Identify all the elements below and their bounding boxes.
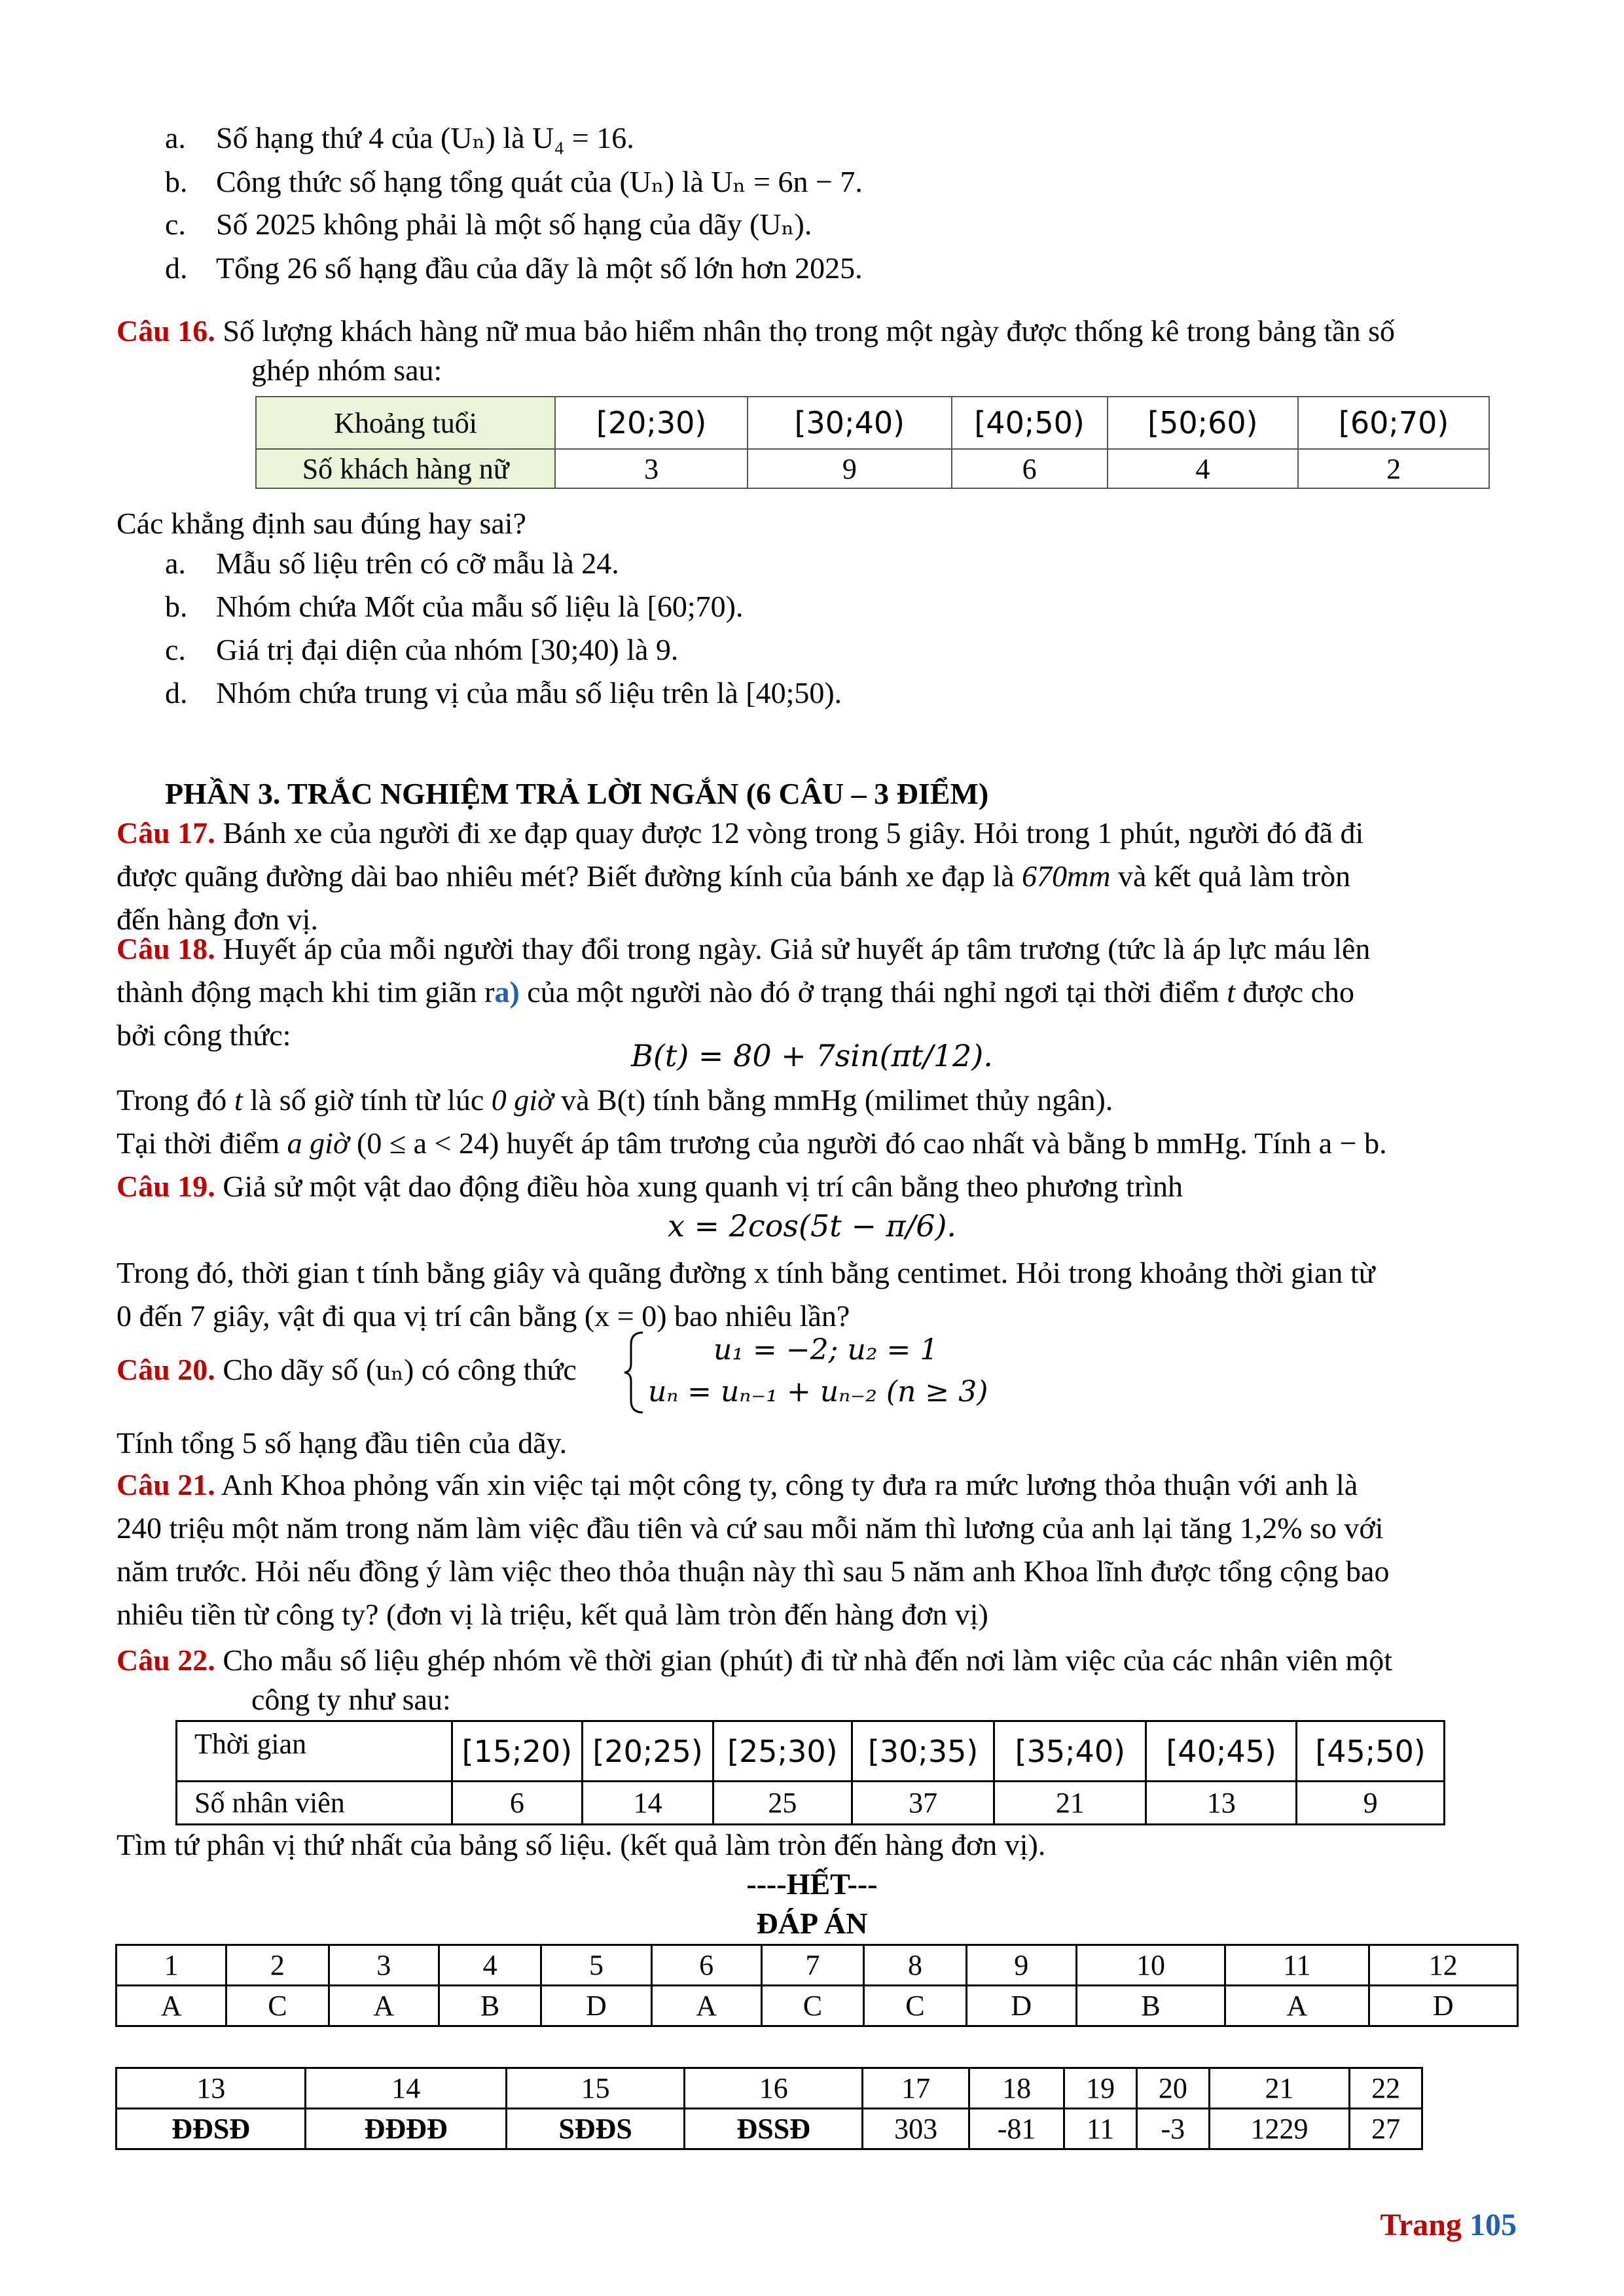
q19-body: Trong đó, thời gian t tính bằng giây và quãng đường x tính bằng centimet. Hỏi trong khoảng thời gian từ 0 đến 7 giây, vật đi qua vị trí cân bằng (x = 0) bao nhiêu lần? bbox=[117, 1256, 1375, 1333]
q16-interval: [40;50) bbox=[952, 397, 1108, 449]
q16-interval: [30;40) bbox=[748, 397, 952, 449]
q16-count: 6 bbox=[952, 449, 1108, 488]
q20-system-line1: u₁ = −2; u₂ = 1 bbox=[713, 1333, 939, 1367]
q22-interval: [40;45) bbox=[1146, 1721, 1297, 1782]
page-footer bbox=[1380, 2207, 1517, 2243]
answer-question-number: 13 bbox=[117, 2068, 306, 2109]
answer-value: -3 bbox=[1136, 2109, 1209, 2149]
q19-stem: Câu 19. Giả sử một vật dao động điều hòa xung quanh vị trí cân bằng theo phương trình bbox=[117, 1170, 1183, 1203]
answer-value: ĐĐĐĐ bbox=[306, 2109, 507, 2149]
q16-option-c: c. Giá trị đại diện của nhóm [30;40) là 9. bbox=[165, 633, 679, 666]
q22-row2-label: Số nhân viên bbox=[177, 1782, 452, 1825]
q16-interval: [60;70) bbox=[1298, 397, 1489, 449]
q19-formula: x = 2cos(5t − π/6). bbox=[667, 1208, 957, 1244]
q22-number: Câu 22. bbox=[117, 1643, 215, 1677]
q20-number: Câu 20. bbox=[117, 1353, 215, 1386]
q22-interval: [25;30) bbox=[713, 1721, 852, 1782]
q16-frequency-table bbox=[255, 396, 1490, 489]
answer-question-number: 8 bbox=[864, 1945, 966, 1986]
answer-question-number: 4 bbox=[439, 1945, 541, 1986]
q20-stem: Câu 20. Cho dãy số (uₙ) có công thức bbox=[117, 1353, 577, 1386]
answer-value: A bbox=[117, 1986, 226, 2026]
q22-count: 21 bbox=[994, 1782, 1146, 1825]
answer-question-number: 18 bbox=[969, 2068, 1064, 2109]
q16-number: Câu 16. bbox=[117, 314, 215, 348]
q16-option-a: a. Mẫu số liệu trên có cỡ mẫu là 24. bbox=[165, 547, 619, 580]
answer-value: 1229 bbox=[1209, 2109, 1349, 2149]
answer-key-title: ĐÁP ÁN bbox=[756, 1907, 868, 1940]
q22-data-table bbox=[175, 1720, 1445, 1825]
q22-interval: [20;25) bbox=[583, 1721, 713, 1782]
q17: Câu 17. Bánh xe của người đi xe đạp quay được 12 vòng trong 5 giây. Hỏi trong 1 phút, người đó đã đi được quãng đường dài bao nhiêu mét? Biết đường kính của bánh xe đạp là 670mm và kết quả làm tròn đến hàng đơn vị. bbox=[117, 816, 1364, 936]
answer-table-2 bbox=[115, 2067, 1423, 2150]
answer-value: ĐĐSĐ bbox=[117, 2109, 306, 2149]
answer-question-number: 3 bbox=[329, 1945, 439, 1986]
q16-option-b: b. Nhóm chứa Mốt của mẫu số liệu là [60;70). bbox=[165, 590, 744, 623]
part3-heading: PHẦN 3. TRẮC NGHIỆM TRẢ LỜI NGẮN (6 CÂU – 3 ĐIỂM) bbox=[165, 777, 989, 810]
q15-option-b: b. Công thức số hạng tổng quát của (Uₙ) là Uₙ = 6n − 7. bbox=[165, 165, 863, 198]
q16-interval: [20;30) bbox=[555, 397, 748, 449]
answer-value: A bbox=[329, 1986, 439, 2026]
answer-question-number: 5 bbox=[541, 1945, 651, 1986]
answer-value: 303 bbox=[863, 2109, 969, 2149]
q22-count: 9 bbox=[1297, 1782, 1445, 1825]
q18-where: Trong đó t là số giờ tính từ lúc 0 giờ và B(t) tính bằng mmHg (milimet thủy ngân). bbox=[117, 1083, 1113, 1117]
q22-prompt: Tìm tứ phân vị thứ nhất của bảng số liệu. (kết quả làm tròn đến hàng đơn vị). bbox=[117, 1828, 1046, 1861]
answer-question-number: 12 bbox=[1369, 1945, 1517, 1986]
q22-interval: [45;50) bbox=[1297, 1721, 1445, 1782]
answer-question-number: 17 bbox=[863, 2068, 969, 2109]
q20-task: Tính tổng 5 số hạng đầu tiên của dãy. bbox=[117, 1426, 568, 1460]
q22-interval: [30;35) bbox=[852, 1721, 994, 1782]
answer-question-number: 2 bbox=[226, 1945, 329, 1986]
answer-value: ĐSSĐ bbox=[685, 2109, 863, 2149]
q22-count: 37 bbox=[852, 1782, 994, 1825]
q22-count: 13 bbox=[1146, 1782, 1297, 1825]
q22-interval: [15;20) bbox=[452, 1721, 583, 1782]
answer-value: C bbox=[761, 1986, 863, 2026]
q22-count: 25 bbox=[713, 1782, 852, 1825]
q16-count: 9 bbox=[748, 449, 952, 488]
q16-count: 3 bbox=[555, 449, 748, 488]
q16-row2-label: Số khách hàng nữ bbox=[256, 449, 555, 488]
end-marker: ----HẾT--- bbox=[746, 1867, 878, 1901]
page-label: Trang bbox=[1380, 2208, 1462, 2242]
q15-option-c: c. Số 2025 không phải là một số hạng của dãy (Uₙ). bbox=[165, 207, 812, 241]
q16-stem: Câu 16. Số lượng khách hàng nữ mua bảo hiểm nhân thọ trong một ngày được thống kê trong bảng tần số bbox=[117, 314, 1395, 348]
q22-stem: Câu 22. Cho mẫu số liệu ghép nhóm về thời gian (phút) đi từ nhà đến nơi làm việc của các nhân viên một bbox=[117, 1643, 1392, 1677]
answer-question-number: 9 bbox=[966, 1945, 1076, 1986]
q15-option-d: d. Tổng 26 số hạng đầu của dãy là một số lớn hơn 2025. bbox=[165, 251, 863, 285]
answer-question-number: 11 bbox=[1225, 1945, 1369, 1986]
q16-interval: [50;60) bbox=[1108, 397, 1299, 449]
answer-question-number: 15 bbox=[506, 2068, 684, 2109]
q16-row1-label: Khoảng tuổi bbox=[256, 397, 555, 449]
q18-task: Tại thời điểm a giờ (0 ≤ a < 24) huyết áp tâm trương của người đó cao nhất và bằng b mmHg. Tính a − b. bbox=[117, 1126, 1387, 1160]
answer-question-number: 6 bbox=[651, 1945, 761, 1986]
answer-value: D bbox=[541, 1986, 651, 2026]
q16-stem-cont: ghép nhóm sau: bbox=[251, 353, 442, 387]
q22-interval: [35;40) bbox=[994, 1721, 1146, 1782]
answer-question-number: 22 bbox=[1350, 2068, 1422, 2109]
q16-count: 4 bbox=[1108, 449, 1299, 488]
q15-option-a: a. Số hạng thứ 4 của (Uₙ) là U₄ = 16. bbox=[165, 121, 634, 154]
answer-value: SĐĐS bbox=[506, 2109, 684, 2149]
q20-system-brace bbox=[622, 1330, 648, 1415]
answer-value: 27 bbox=[1350, 2109, 1422, 2149]
answer-question-number: 19 bbox=[1064, 2068, 1137, 2109]
answer-question-number: 1 bbox=[117, 1945, 226, 1986]
q18: Câu 18. Huyết áp của mỗi người thay đổi trong ngày. Giả sử huyết áp tâm trương (tức là áp lực máu lên thành động mạch khi tim giãn ra) của một người nào đó ở trạng thái nghỉ ngơi tại thời điểm t được cho bởi công thức: bbox=[117, 932, 1371, 1052]
answer-value: 11 bbox=[1064, 2109, 1137, 2149]
page-number: 105 bbox=[1470, 2208, 1517, 2242]
q19-number: Câu 19. bbox=[117, 1170, 215, 1203]
q22-count: 6 bbox=[452, 1782, 583, 1825]
q18-formula: B(t) = 80 + 7sin(πt/12). bbox=[631, 1038, 993, 1073]
answer-value: C bbox=[864, 1986, 966, 2026]
q21: Câu 21. Anh Khoa phỏng vấn xin việc tại một công ty, công ty đưa ra mức lương thỏa thuận với anh là 240 triệu một năm trong năm làm việc đầu tiên và cứ sau mỗi năm thì lương của anh lại tăng 1,2% so với năm trước. Hỏi nếu đồng ý làm việc theo thỏa thuận này thì sau 5 năm anh Khoa lĩnh được tổng cộng bao nhiêu tiền từ công ty? (đơn vị là triệu, kết quả làm tròn đến hàng đơn vị) bbox=[117, 1468, 1390, 1631]
answer-question-number: 10 bbox=[1076, 1945, 1225, 1986]
q21-number: Câu 21. bbox=[117, 1468, 215, 1501]
answer-value: C bbox=[226, 1986, 329, 2026]
answer-value: D bbox=[1369, 1986, 1517, 2026]
answer-question-number: 16 bbox=[685, 2068, 863, 2109]
q18-number: Câu 18. bbox=[117, 932, 215, 965]
answer-question-number: 20 bbox=[1136, 2068, 1209, 2109]
answer-value: D bbox=[966, 1986, 1076, 2026]
answer-value: -81 bbox=[969, 2109, 1064, 2149]
q22-row1-label: Thời gian bbox=[177, 1721, 452, 1782]
answer-value: B bbox=[439, 1986, 541, 2026]
q17-number: Câu 17. bbox=[117, 816, 215, 850]
q16-count: 2 bbox=[1298, 449, 1489, 488]
answer-question-number: 7 bbox=[761, 1945, 863, 1986]
answer-value: A bbox=[651, 1986, 761, 2026]
q22-count: 14 bbox=[583, 1782, 713, 1825]
answer-value: A bbox=[1225, 1986, 1369, 2026]
answer-question-number: 21 bbox=[1209, 2068, 1349, 2109]
q16-prompt: Các khẳng định sau đúng hay sai? bbox=[117, 507, 526, 540]
answer-value: B bbox=[1076, 1986, 1225, 2026]
q22-stem-cont: công ty như sau: bbox=[251, 1683, 451, 1716]
q16-option-d: d. Nhóm chứa trung vị của mẫu số liệu trên là [40;50). bbox=[165, 676, 842, 709]
q20-system-line2: uₙ = uₙ₋₁ + uₙ₋₂ (n ≥ 3) bbox=[648, 1375, 988, 1408]
answer-table-1 bbox=[115, 1944, 1519, 2027]
answer-question-number: 14 bbox=[306, 2068, 507, 2109]
q17-diameter: 670mm bbox=[1022, 859, 1111, 893]
